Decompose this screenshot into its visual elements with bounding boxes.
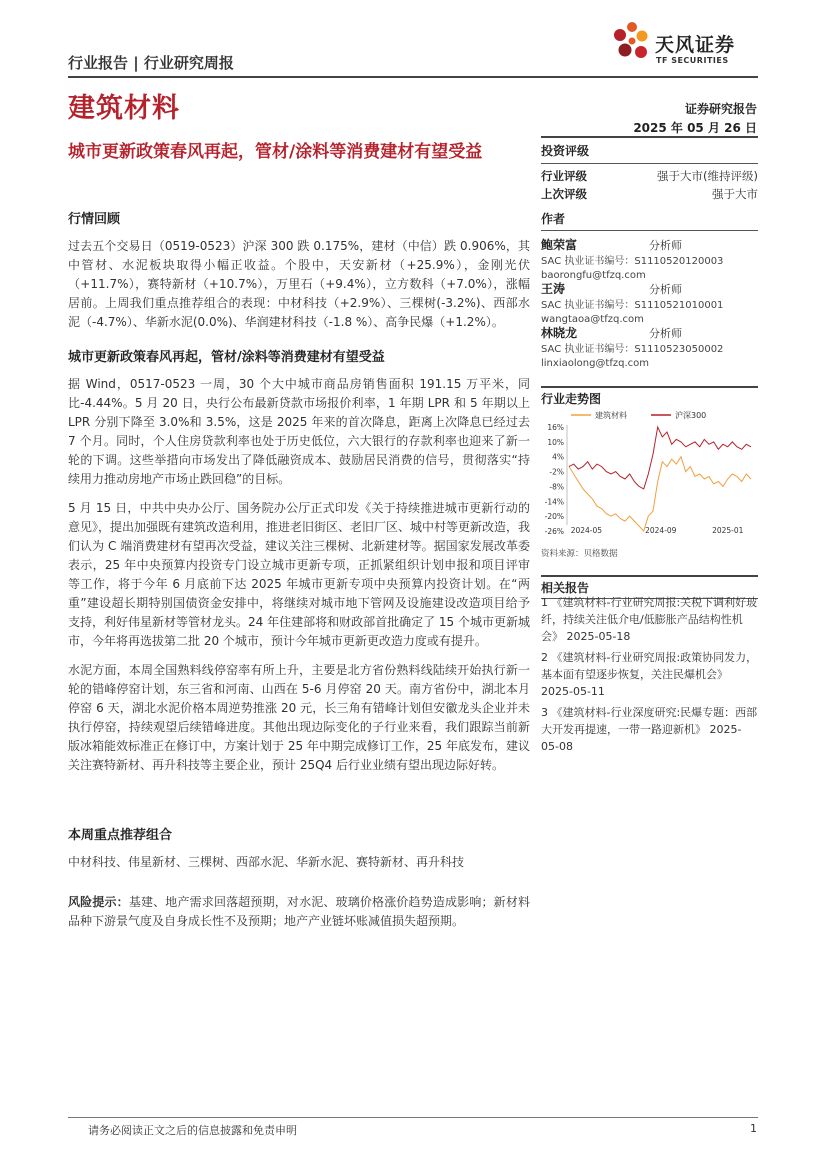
policy-paragraph-2: 5 月 15 日，中共中央办公厅、国务院办公厅正式印发《关于持续推进城市更新行动的意见》，提出加强既有建筑改造利用，推进老旧街区、老旧厂区、城中村等更新改造，我们认为 C 端消费建材有望再次受益，建议关注三棵树、北新建材等。据国家发展改革委表示，25 年中央预算内投资专门设立城市更新专项，正抓紧组织计划申报和项目评审等工作，将于今年 6 月底前下达 2025 年城市更新专项中央预算内投资计划。在“两重”建设超长期特别国债资金安排中，将继续对城市地下管网及设施建设改造项目给予支持，利好伟星新材等管材龙头。24 年住建部将和财政部首批确定了 15 个城市更新城市，今年将再选拔第二批 20 个城市，预计今年城市更新更改造力度或有提升。 xyxy=(68,501,531,648)
author-role: 分析师 xyxy=(649,239,682,252)
footer-divider xyxy=(68,1117,758,1118)
y-tick-label: 10% xyxy=(547,437,564,447)
review-heading: 行情回顾 xyxy=(68,212,121,227)
author-email[interactable]: baorongfu@tfzq.com xyxy=(541,270,646,281)
policy-heading: 城市更新政策春风再起，管材/涂料等消费建材有望受益 xyxy=(68,350,385,365)
rating-top-line xyxy=(541,136,758,138)
legend-label: 沪深300 xyxy=(675,411,707,420)
logo-mark-icon xyxy=(611,20,653,66)
industry-rating-value: 强于大市(维持评级) xyxy=(657,169,758,183)
author-email[interactable]: wangtaoa@tfzq.com xyxy=(541,314,644,325)
report-type: 证券研究报告 xyxy=(684,102,757,116)
industry-rating-row xyxy=(541,167,758,185)
trend-top-line xyxy=(541,386,758,388)
author-cert: SAC 执业证书编号：S1110523050002 xyxy=(541,344,724,355)
rating-divider xyxy=(541,163,758,164)
rating-box xyxy=(541,136,758,203)
author-name: 鲍荣富 xyxy=(541,238,578,252)
report-title: 城市更新政策春风再起，管材/涂料等消费建材有望受益 xyxy=(68,142,483,162)
legend-label: 建筑材料 xyxy=(595,411,627,420)
rating-heading: 投资评级 xyxy=(541,144,590,158)
author-name: 王涛 xyxy=(541,282,566,296)
logo-text-cn: 天风证券 xyxy=(655,34,736,56)
author-cert: SAC 执业证书编号：S1110521010001 xyxy=(541,300,724,311)
x-tick-label: 2025-01 xyxy=(712,526,744,535)
x-tick-label: 2024-09 xyxy=(645,526,677,535)
author-cert: SAC 执业证书编号：S1110520120003 xyxy=(541,256,724,267)
review-section xyxy=(68,208,530,332)
report-date: 2025 年 05 月 26 日 xyxy=(633,121,757,135)
industry-rating-label: 行业评级 xyxy=(541,169,587,183)
y-tick-label: -14% xyxy=(544,497,564,507)
x-tick-label: 2024-05 xyxy=(570,526,603,535)
related-heading: 相关报告 xyxy=(541,581,590,595)
portfolio-section xyxy=(68,824,530,872)
series-line xyxy=(569,427,751,489)
logo-text-en: TF SECURITIES xyxy=(656,56,729,65)
company-logo xyxy=(611,20,761,72)
y-tick-label: -8% xyxy=(549,482,564,492)
trend-chart-svg xyxy=(541,403,758,539)
authors-heading: 作者 xyxy=(541,212,566,226)
author-item xyxy=(541,236,758,281)
related-top-line xyxy=(541,575,758,577)
y-tick-label: 4% xyxy=(552,452,564,462)
previous-rating-label: 上次评级 xyxy=(541,187,587,201)
author-role: 分析师 xyxy=(649,327,682,340)
y-tick-label: -2% xyxy=(549,467,564,477)
page-number: 1 xyxy=(750,1122,757,1135)
footer-disclaimer[interactable]: 请务必阅读正文之后的信息披露和免责申明 xyxy=(88,1124,297,1137)
related-item[interactable]: 3 《建筑材料-行业深度研究:民爆专题：西部大开发再提速，一带一路迎新机》 2025-05-08 xyxy=(541,706,758,753)
previous-rating-value: 强于大市 xyxy=(712,187,758,201)
header-divider xyxy=(68,76,758,78)
portfolio-heading: 本周重点推荐组合 xyxy=(68,828,173,843)
related-item[interactable]: 1 《建筑材料-行业研究周报:关税下调利好玻纤，持续关注低介电/低膨胀产品结构性机会》 2025-05-18 xyxy=(541,596,758,643)
y-tick-label: 16% xyxy=(547,423,564,432)
related-item[interactable]: 2 《建筑材料-行业研究周报:政策协同发力，基本面有望逐步恢复，关注民爆机会》 2025-05-11 xyxy=(541,651,758,698)
report-category: 行业报告 | 行业研究周报 xyxy=(68,54,234,72)
author-item xyxy=(541,324,758,369)
authors-box xyxy=(541,210,758,231)
risk-section xyxy=(68,893,530,931)
policy-paragraph-1: 据 Wind，0517-0523 一周，30 个大中城市商品房销售面积 191.15 万平米，同比-4.44%。5 月 20 日，央行公布最新贷款市场报价利率，1 年期 LPR 和 5 年期以上 LPR 分别下降至 3.0%和 3.5%，这是 2025 年来的首次降息，距离上次降息已经过去 7 个月。同时，个人住房贷款利率也处于历史低位，六大银行的存款利率也迎来了新一轮的下调。这些举措向市场发出了降低融资成本、鼓励居民消费的信号，贯彻落实“持续用力推动房地产市场止跌回稳”的目标。 xyxy=(68,377,530,486)
trend-chart xyxy=(541,403,758,539)
related-list xyxy=(541,594,758,755)
previous-rating-row xyxy=(541,185,758,203)
y-tick-label: -20% xyxy=(544,512,564,522)
author-email[interactable]: linxiaolong@tfzq.com xyxy=(541,358,649,369)
chart-source: 资料来源：贝格数据 xyxy=(541,549,618,559)
y-tick-label: -26% xyxy=(544,527,564,536)
policy-paragraph-3: 水泥方面，本周全国熟料线停窑率有所上升，主要是北方省份熟料线陆续开始执行新一轮的错峰停窑计划，东三省和河南、山西在 5-6 月停窑 20 天。南方省份中，湖北本月停窑 6 天，湖北水泥价格本周逆势推涨 20 元，长三角有错峰计划但安徽龙头企业并未执行停窑，持续观望后续错峰进度。其他出现边际变化的子行业来看，我们跟踪当前新版冰箱能效标准正在修订中，方案计划于 25 年中期完成修订工作，25 年底发布，建议关注赛特新材、再升科技等主要企业，预计 25Q4 后行业业绩有望出现边际好转。 xyxy=(68,663,530,772)
industry-title: 建筑材料 xyxy=(68,93,180,124)
risk-body: 基建、地产需求回落超预期，对水泥、玻璃价格涨价趋势造成影响；新材料品种下游景气度及自身成长性不及预期；地产产业链坏账减值损失超预期。 xyxy=(68,895,530,928)
author-name: 林晓龙 xyxy=(541,326,578,340)
author-role: 分析师 xyxy=(649,283,682,296)
series-line xyxy=(569,457,751,531)
author-item xyxy=(541,280,758,325)
authors-divider xyxy=(541,230,758,231)
trend-heading: 行业走势图 xyxy=(541,392,602,406)
risk-text xyxy=(68,893,530,931)
policy-section xyxy=(68,346,530,775)
portfolio-text: 中材科技、伟星新材、三棵树、西部水泥、华新水泥、赛特新材、再升科技 xyxy=(68,855,465,869)
risk-label: 风险提示： xyxy=(68,895,129,909)
review-text: 过去五个交易日（0519-0523）沪深 300 跌 0.175%，建材（中信）跌 0.906%，其中管材、水泥板块取得小幅正收益。个股中，天安新材（+25.9%），金刚光伏（+11.7%），赛特新材（+10.7%），万里石（+9.4%），立方数科（+7.0%），涨幅居前。上周我们重点推荐组合的表现：中材科技（+2.9%）、三棵树(-3.2%)、西部水泥（-4.7%）、华新水泥(0.0%)、华润建材科技（-1.8 %）、高争民爆（+1.2%）。 xyxy=(68,239,530,329)
